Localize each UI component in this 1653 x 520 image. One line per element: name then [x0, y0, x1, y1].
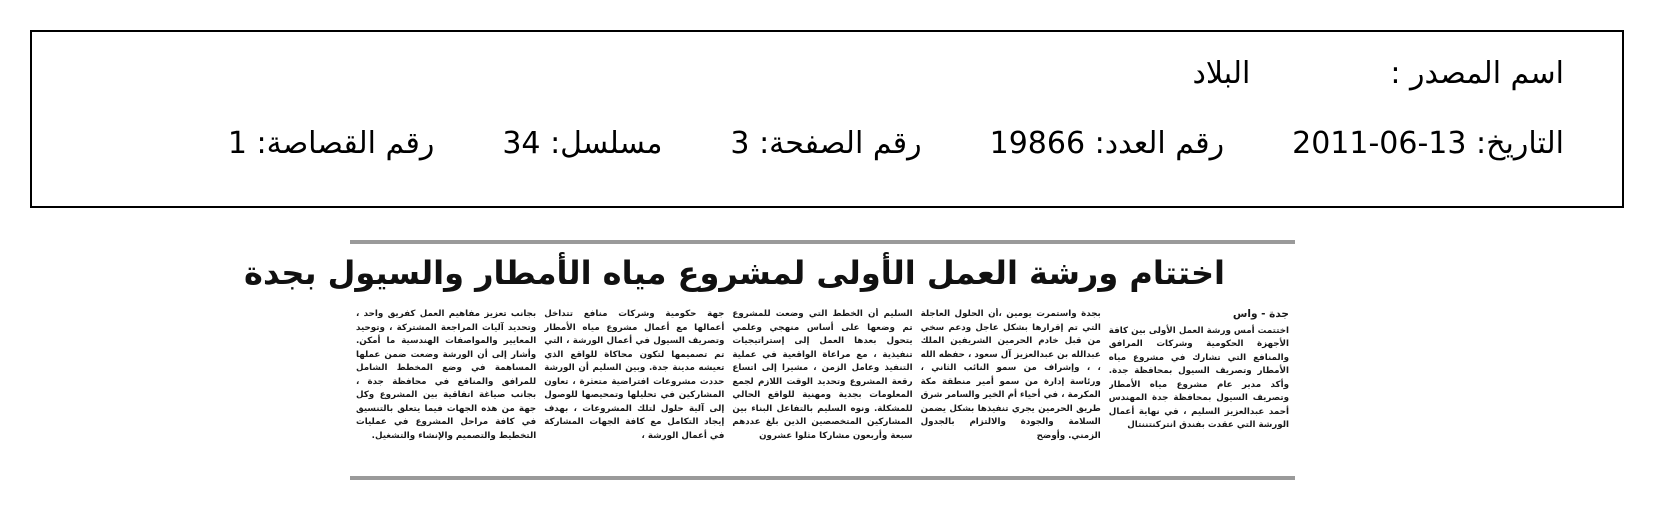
article-column-1-text: اختتمت أمس ورشة العمل الأولى بين كافة الأجهزة الحكومية وشركات المرافق والمنافع التي تشارك في مشروع مياه الأمطار وتصريف السيول بمحافظة جدة. وأكد مدير عام مشروع مياه الأمطار وتصريف السيول بمحافظة جدة المهندس أحمد عبدالعزيز السليم ، في نهاية أعمال الورشة التي عقدت بفندق انتركنتننتال	[1108, 325, 1289, 430]
article-headline: اختتام ورشة العمل الأولى لمشروع مياه الأمطار والسيول بجدة	[244, 254, 1225, 292]
article-column-2: بجدة واستمرت يومين ،أن الحلول العاجلة التي تم إقرارها بشكل عاجل ودعم سخي من قبل خادم الحرمين الشريفين الملك عبدالله بن عبدالعزيز آل سعود ، حفظه الله ، ، وإشراف من سمو النائب الثاني ، ورئاسة إدارة من سمو أمير منطقة مكة المكرمة ، في أحياء أم الخير والسامر شرق طريق الحرمين يجري تنفيذها بشكل يضمن السلامة والجودة والالتزام بالجدول الزمني. وأوضح	[920, 309, 1101, 441]
clip-number-label: رقم القصاصة:	[256, 126, 435, 161]
details-line	[228, 126, 1564, 161]
article-column-3: السليم أن الخطط التي وضعت للمشروع تم وضعها على أساس منهجي وعلمي يتحول بعدها العمل إلى إستراتيجيات تنفيذية ، مع مراعاة الواقعية في عملية التنفيذ وعامل الزمن ، مشيرا إلى اتساع رقعة المشروع وتحديد الوقت اللازم لجمع المعلومات بجدية ومهنية للواقع الحالي للمشكلة. ونوه السليم بالتفاعل البناء بين المشاركين المتخصصين الذين بلغ عددهم سبعة وأربعون مشاركا مثلوا عشرون	[732, 309, 913, 441]
top-rule	[350, 240, 1295, 244]
serial-label: مسلسل:	[550, 126, 663, 161]
article-column-5: بجانب تعزيز مفاهيم العمل كفريق واحد ، وتحديد آليات المراجعة المشتركة ، وتوحيد المعايير والمواصفات الهندسية ما أمكن. وأشار إلى أن الورشة وضعت ضمن عملها المساهمة في وضع المخطط الشامل للمرافق والمنافع في محافظة جدة ، بجانب صياغة اتفاقية بين المشروع وكل جهة من هذه الجهات فيما يتعلق بالتنسيق في كافة مراحل المشروع في عمليات التخطيط والتصميم والإنشاء والتشغيل.	[355, 309, 537, 441]
source-value: البلاد	[1192, 56, 1251, 91]
source-line	[1193, 56, 1564, 91]
article-byline: جدة - واس	[1232, 308, 1289, 320]
source-label: اسم المصدر :	[1390, 56, 1564, 91]
page-value: 3	[730, 126, 750, 161]
article-columns	[356, 308, 1289, 472]
date-label: التاريخ:	[1476, 126, 1564, 161]
article-column-4: جهة حكومية وشركات منافع تتداخل أعمالها مع أعمال مشروع مياه الأمطار وتصريف السيول في أعمال الورشة ، التي تم تصميمها لتكون محاكاة للواقع الذي تعيشه مدينة جدة. وبين السليم أن الورشة حددت مشروعات افتراضية متعثرة ، تعاون المشاركين في تحليلها وتمحيصها للوصول إلى آلية حلول لتلك المشروعات ، بهدف إيجاد التكامل مع كافة الجهات المشاركة في أعمال الورشة ،	[544, 309, 725, 441]
bottom-rule	[350, 476, 1295, 480]
clipping-metadata-box	[30, 30, 1624, 208]
newspaper-clipping	[244, 240, 1295, 480]
page-label: رقم الصفحة:	[759, 126, 922, 161]
date-value: 2011-06-13	[1292, 126, 1467, 161]
article-column-1	[1109, 308, 1289, 472]
issue-label: رقم العدد:	[1094, 126, 1225, 161]
serial-value: 34	[502, 126, 541, 161]
clip-number-value: 1	[227, 126, 247, 161]
issue-value: 19866	[989, 126, 1086, 161]
